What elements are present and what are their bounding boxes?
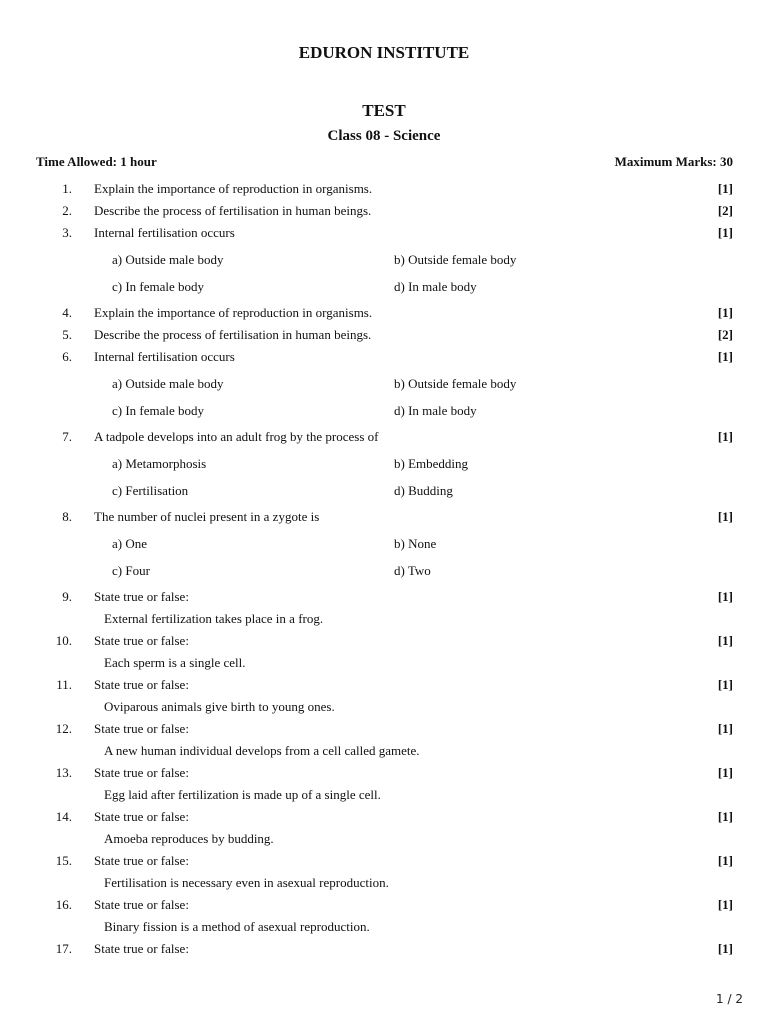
question-marks: [2]: [717, 327, 733, 342]
true-false-statement: Oviparous animals give birth to young ones.: [104, 699, 335, 714]
question-text: Internal fertilisation occurs: [94, 349, 235, 364]
question-row: [0, 429, 768, 447]
question-row: [0, 509, 768, 527]
question-text: The number of nuclei present in a zygote is: [94, 509, 320, 524]
question-row: [0, 349, 768, 367]
question-marks: [1]: [717, 941, 733, 956]
question-marks: [1]: [717, 633, 733, 648]
question-text: Explain the importance of reproduction in organisms.: [94, 181, 373, 196]
question-row: [0, 853, 768, 871]
maximum-marks: Maximum Marks: 30: [614, 154, 733, 169]
question-row: [0, 327, 768, 345]
true-false-statement: Fertilisation is necessary even in asexual reproduction.: [104, 875, 389, 890]
question-number: 5.: [62, 327, 72, 342]
question-row: [0, 941, 768, 959]
question-text: Internal fertilisation occurs: [94, 225, 235, 240]
question-number: 9.: [62, 589, 72, 604]
question-text: State true or false:: [94, 633, 189, 648]
true-false-statement: Amoeba reproduces by budding.: [104, 831, 274, 846]
question-row: [0, 765, 768, 783]
question-marks: [1]: [717, 765, 733, 780]
question-number: 7.: [62, 429, 72, 444]
question-row: [0, 305, 768, 323]
question-number: 17.: [55, 941, 72, 956]
question-number: 12.: [55, 721, 72, 736]
answer-option: b) None: [394, 536, 437, 551]
question-row: [0, 633, 768, 651]
question-number: 14.: [55, 809, 72, 824]
question-marks: [1]: [717, 897, 733, 912]
question-number: 8.: [62, 509, 72, 524]
answer-option: a) Metamorphosis: [112, 456, 207, 471]
question-number: 4.: [62, 305, 72, 320]
question-text: Explain the importance of reproduction in organisms.: [94, 305, 373, 320]
answer-option: a) One: [112, 536, 148, 551]
question-row: [0, 721, 768, 739]
question-marks: [1]: [717, 429, 733, 444]
question-text: State true or false:: [94, 589, 189, 604]
question-marks: [1]: [717, 181, 733, 196]
question-row: [0, 897, 768, 915]
question-row: [0, 181, 768, 199]
question-text: State true or false:: [94, 941, 189, 956]
true-false-statement: Binary fission is a method of asexual reproduction.: [104, 919, 370, 934]
answer-option: c) In female body: [112, 403, 205, 418]
true-false-statement: Egg laid after fertilization is made up of a single cell.: [104, 787, 381, 802]
answer-option: a) Outside male body: [112, 252, 224, 267]
answer-option: d) Two: [394, 563, 431, 578]
answer-option: d) In male body: [394, 403, 477, 418]
question-number: 15.: [55, 853, 72, 868]
answer-option: b) Outside female body: [394, 376, 517, 391]
answer-option: a) Outside male body: [112, 376, 224, 391]
time-allowed: Time Allowed: 1 hour: [36, 154, 157, 169]
question-number: 16.: [55, 897, 72, 912]
answer-option: d) In male body: [394, 279, 477, 294]
question-number: 2.: [62, 203, 72, 218]
question-row: [0, 225, 768, 243]
question-text: State true or false:: [94, 853, 189, 868]
question-text: State true or false:: [94, 897, 189, 912]
question-text: Describe the process of fertilisation in human beings.: [94, 203, 372, 218]
question-text: Describe the process of fertilisation in human beings.: [94, 327, 372, 342]
question-marks: [1]: [717, 853, 733, 868]
question-marks: [1]: [717, 721, 733, 736]
question-row: [0, 203, 768, 221]
answer-option: d) Budding: [394, 483, 453, 498]
test-title: TEST: [362, 101, 406, 120]
answer-option: c) Four: [112, 563, 150, 578]
question-number: 1.: [62, 181, 72, 196]
answer-option: b) Outside female body: [394, 252, 517, 267]
question-marks: [2]: [717, 203, 733, 218]
question-text: State true or false:: [94, 677, 189, 692]
question-marks: [1]: [717, 509, 733, 524]
answer-option: b) Embedding: [394, 456, 469, 471]
question-row: [0, 809, 768, 827]
question-number: 11.: [56, 677, 72, 692]
question-marks: [1]: [717, 809, 733, 824]
question-number: 6.: [62, 349, 72, 364]
school-name: EDURON INSTITUTE: [298, 43, 470, 62]
question-marks: [1]: [717, 677, 733, 692]
question-text: State true or false:: [94, 721, 189, 736]
question-text: A tadpole develops into an adult frog by the process of: [94, 429, 379, 444]
question-marks: [1]: [717, 349, 733, 364]
question-marks: [1]: [717, 225, 733, 240]
true-false-statement: A new human individual develops from a cell called gamete.: [104, 743, 420, 758]
question-text: State true or false:: [94, 765, 189, 780]
question-row: [0, 677, 768, 695]
question-number: 10.: [55, 633, 72, 648]
true-false-statement: External fertilization takes place in a frog.: [104, 611, 324, 626]
question-marks: [1]: [717, 305, 733, 320]
question-number: 13.: [55, 765, 72, 780]
question-number: 3.: [62, 225, 72, 240]
question-text: State true or false:: [94, 809, 189, 824]
answer-option: c) Fertilisation: [112, 483, 189, 498]
true-false-statement: Each sperm is a single cell.: [104, 655, 246, 670]
page-number: 1 / 2: [716, 992, 743, 1006]
question-marks: [1]: [717, 589, 733, 604]
answer-option: c) In female body: [112, 279, 205, 294]
question-row: [0, 589, 768, 607]
class-subject: Class 08 - Science: [327, 128, 441, 144]
